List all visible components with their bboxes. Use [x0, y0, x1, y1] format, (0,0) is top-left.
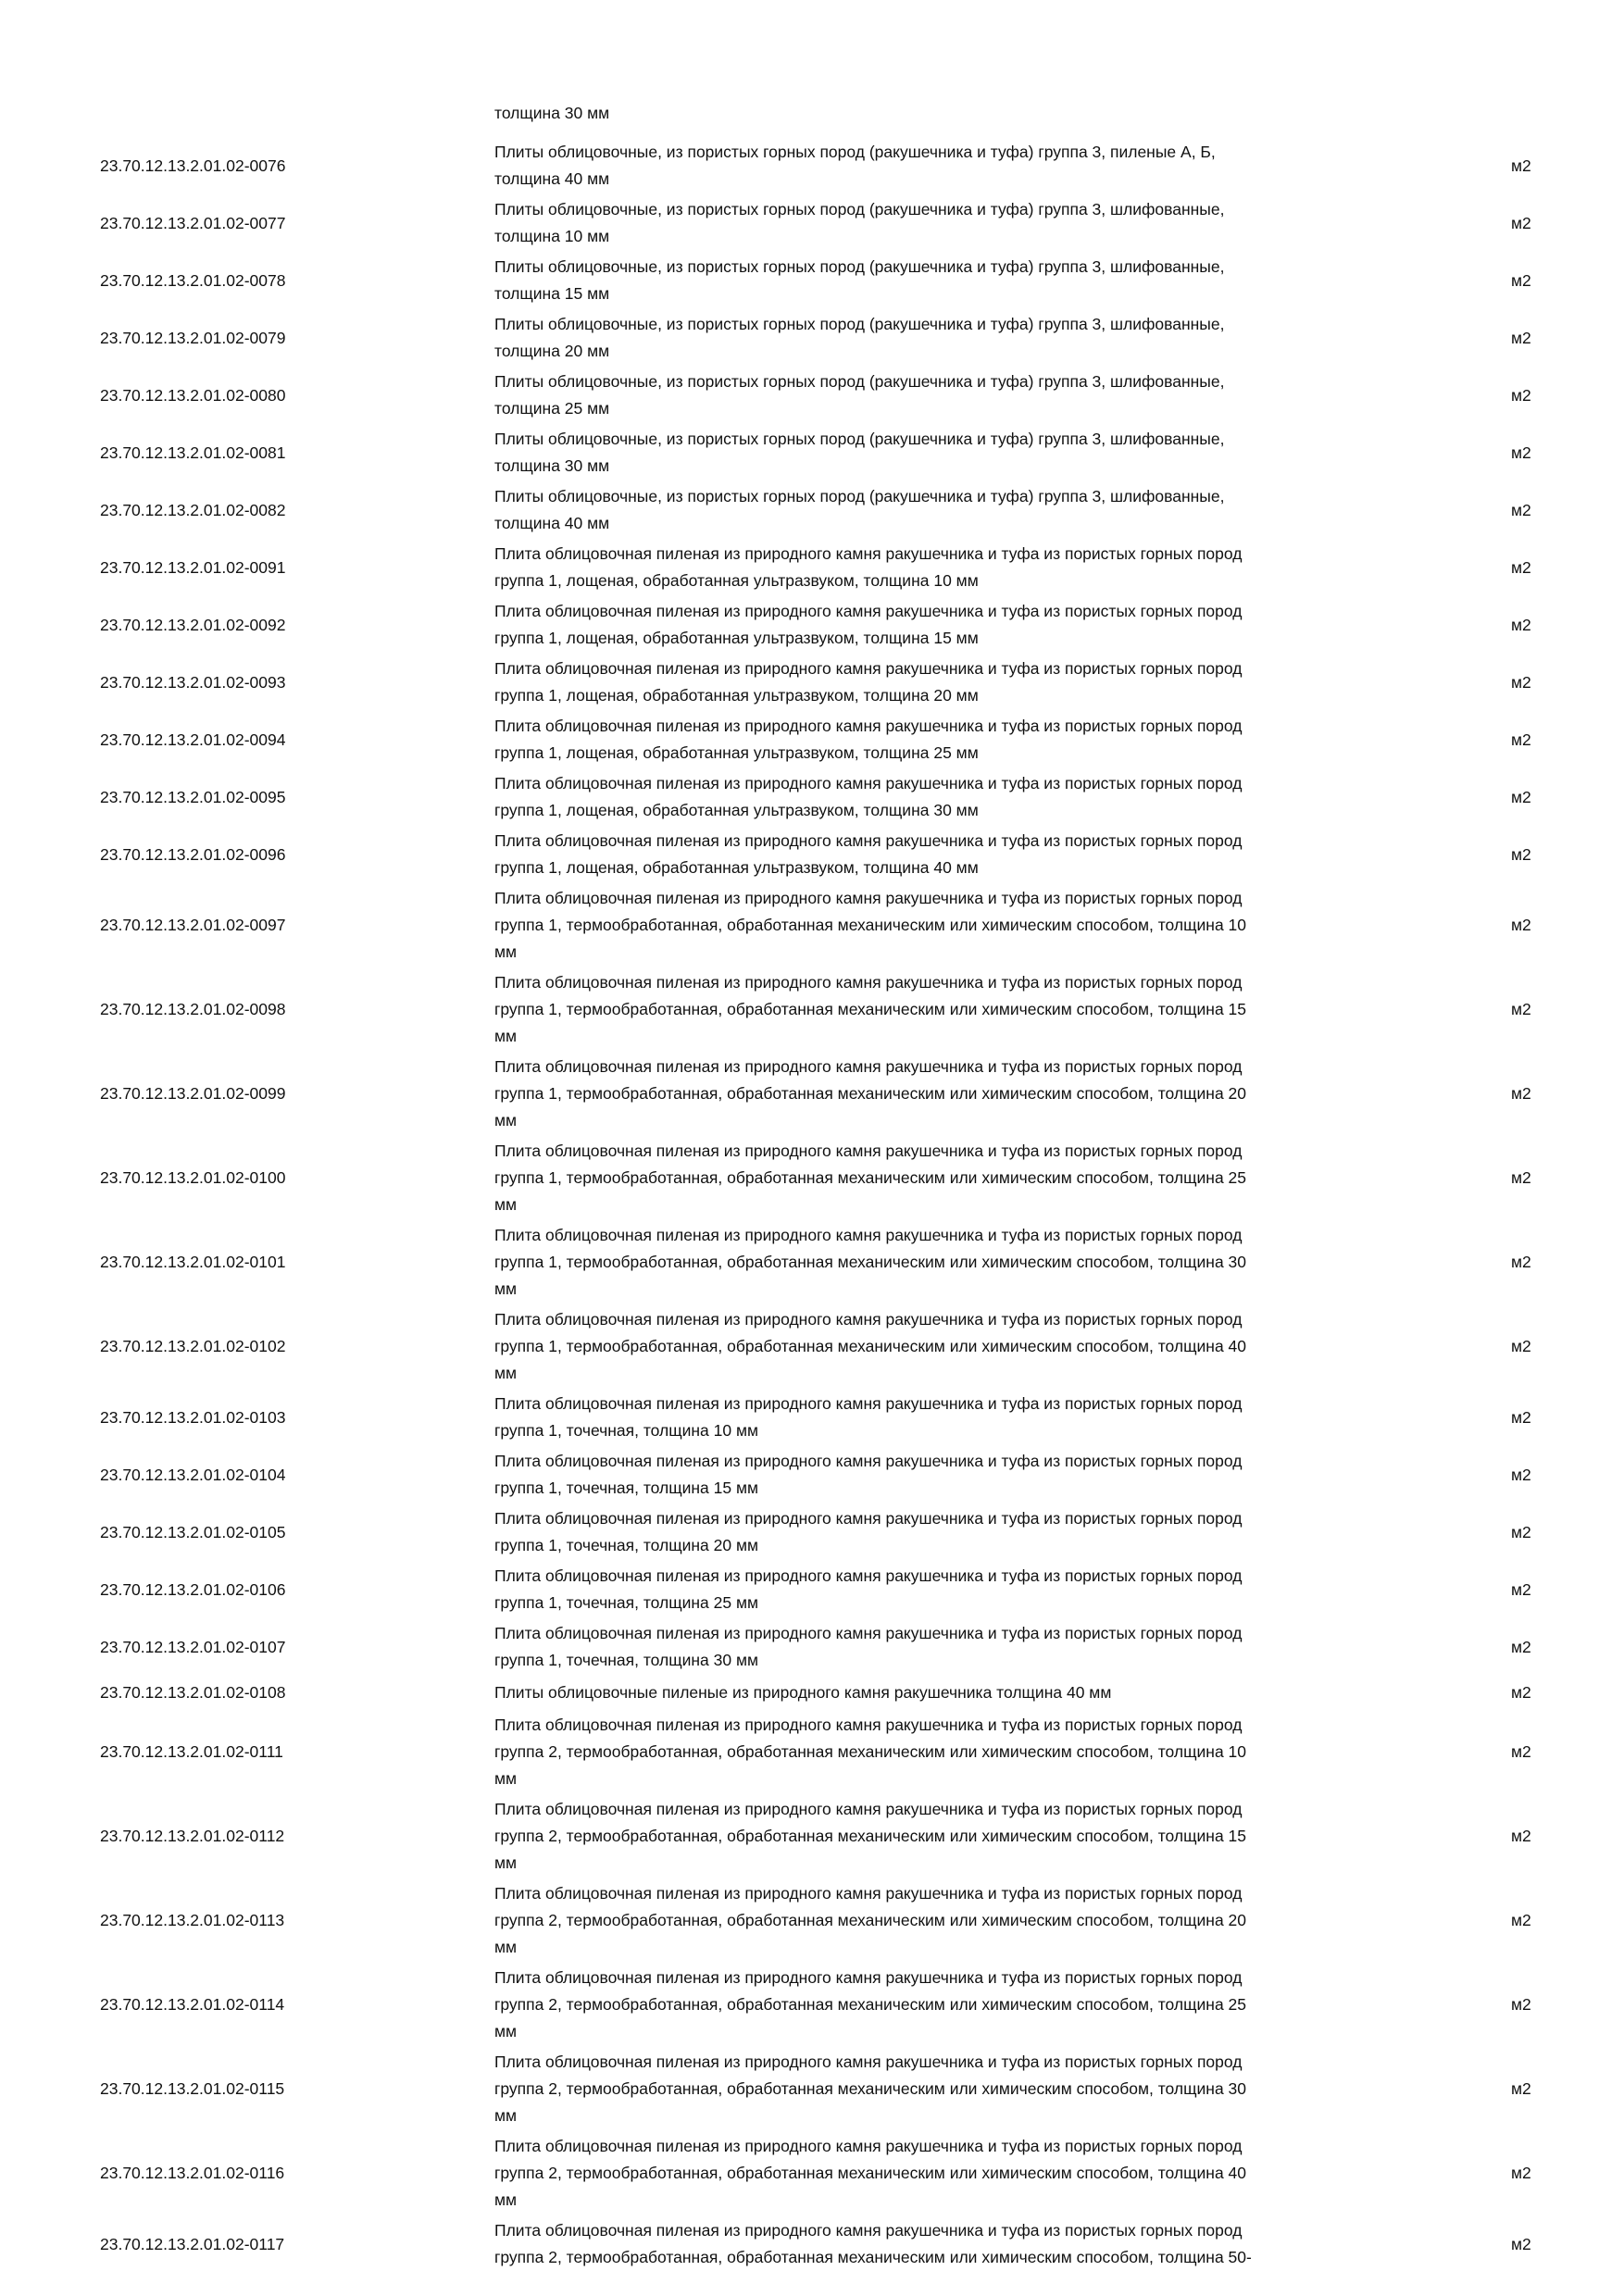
description-line: группа 1, термообработанная, обработанная механическим или химическим способом, толщина 10 [494, 916, 1247, 934]
resource-description [494, 1389, 1476, 1446]
resource-code: 23.70.12.13.2.01.02-0111 [100, 1742, 283, 1761]
table-row [93, 1963, 1574, 2047]
description-line: группа 1, точечная, толщина 30 мм [494, 1651, 759, 1669]
description-line: мм [494, 2190, 518, 2209]
description-line: Плиты облицовочные, из пористых горных пород (ракушечника и туфа) группа 3, шлифованные, [494, 200, 1225, 218]
description-line: Плита облицовочная пиленая из природного камня ракушечника и туфа из пористых горных пород [494, 717, 1243, 735]
unit-of-measure: м2 [1511, 1995, 1531, 2014]
resource-code: 23.70.12.13.2.01.02-0114 [100, 1995, 285, 2014]
resource-description [494, 252, 1476, 309]
unit-of-measure: м2 [1511, 1637, 1531, 1656]
description-line: мм [494, 1279, 518, 1298]
resource-description [494, 711, 1476, 768]
description-line: толщина 25 мм [494, 399, 610, 418]
description-line: мм [494, 1195, 518, 1214]
unit-of-measure: м2 [1511, 2164, 1531, 2182]
resource-code: 23.70.12.13.2.01.02-0105 [100, 1522, 286, 1541]
unit-of-measure: м2 [1511, 730, 1531, 749]
unit-of-measure: м2 [1511, 844, 1531, 864]
description-line: группа 1, лощеная, обработанная ультразвуком, толщина 10 мм [494, 571, 979, 590]
unit-of-measure: м2 [1511, 916, 1531, 934]
description-line: группа 1, термообработанная, обработанная механическим или химическим способом, толщина 15 [494, 1000, 1247, 1018]
resource-description [494, 883, 1476, 967]
resource-code: 23.70.12.13.2.01.02-0117 [100, 2234, 285, 2253]
description-line: Плиты облицовочные, из пористых горных пород (ракушечника и туфа) группа 3, шлифованные, [494, 372, 1225, 391]
description-line: Плита облицовочная пиленая из природного камня ракушечника и туфа из пористых горных пород [494, 1968, 1243, 1987]
unit-of-measure: м2 [1511, 1827, 1531, 1845]
description-line: мм [494, 1111, 518, 1129]
description-line: Плита облицовочная пиленая из природного камня ракушечника и туфа из пористых горных пород [494, 1142, 1243, 1160]
table-row [93, 1561, 1574, 1618]
resource-code: 23.70.12.13.2.01.02-0101 [100, 1253, 286, 1271]
resource-code: 23.70.12.13.2.01.02-0076 [100, 156, 286, 175]
unit-of-measure: м2 [1511, 615, 1531, 634]
description-line: Плита облицовочная пиленая из природного камня ракушечника и туфа из пористых горных пород [494, 831, 1243, 850]
unit-of-measure: м2 [1511, 1911, 1531, 1929]
resource-table [93, 137, 1574, 2273]
description-line: Плиты облицовочные, из пористых горных пород (ракушечника и туфа) группа 3, шлифованные, [494, 487, 1225, 505]
description-line: группа 2, термообработанная, обработанная механическим или химическим способом, толщина 10 [494, 1742, 1247, 1761]
resource-code: 23.70.12.13.2.01.02-0115 [100, 2079, 285, 2098]
resource-code: 23.70.12.13.2.01.02-0113 [100, 1911, 285, 1929]
table-row [93, 137, 1574, 194]
description-line: группа 2, термообработанная, обработанная механическим или химическим способом, толщина 25 [494, 1995, 1247, 2014]
description-line: Плита облицовочная пиленая из природного камня ракушечника и туфа из пористых горных пород [494, 602, 1243, 620]
resource-code: 23.70.12.13.2.01.02-0102 [100, 1337, 286, 1355]
table-row [93, 2131, 1574, 2215]
description-line: Плиты облицовочные, из пористых горных пород (ракушечника и туфа) группа 3, шлифованные, [494, 257, 1225, 276]
unit-of-measure: м2 [1511, 385, 1531, 405]
resource-description [494, 1618, 1476, 1676]
description-line: Плита облицовочная пиленая из природного камня ракушечника и туфа из пористых горных пород [494, 1394, 1243, 1413]
unit-of-measure: м2 [1511, 270, 1531, 290]
unit-of-measure: м2 [1511, 787, 1531, 806]
continuation-text: толщина 30 мм [494, 104, 610, 122]
description-line: группа 1, термообработанная, обработанная механическим или химическим способом, толщина 40 [494, 1337, 1247, 1355]
table-row [93, 309, 1574, 367]
description-line: группа 1, точечная, толщина 25 мм [494, 1593, 759, 1612]
description-line: Плита облицовочная пиленая из природного камня ракушечника и туфа из пористых горных пород [494, 2221, 1243, 2240]
description-line: мм [494, 1853, 518, 1872]
unit-of-measure: м2 [1511, 1253, 1531, 1271]
description-line: мм [494, 1027, 518, 1045]
description-line: Плита облицовочная пиленая из природного камня ракушечника и туфа из пористых горных пород [494, 1800, 1243, 1818]
description-line: Плита облицовочная пиленая из природного камня ракушечника и туфа из пористых горных пород [494, 774, 1243, 792]
resource-description [494, 1676, 1476, 1710]
resource-code: 23.70.12.13.2.01.02-0107 [100, 1637, 286, 1656]
table-row [93, 1878, 1574, 1963]
resource-description [494, 1136, 1476, 1220]
table-row [93, 1504, 1574, 1561]
table-row [93, 367, 1574, 424]
table-row [93, 826, 1574, 883]
table-row [93, 424, 1574, 481]
description-line: группа 1, термообработанная, обработанная механическим или химическим способом, толщина 25 [494, 1168, 1247, 1187]
resource-description [494, 481, 1476, 539]
resource-description [494, 2131, 1476, 2215]
description-line: Плиты облицовочные пиленые из природного камня ракушечника толщина 40 мм [494, 1683, 1112, 1702]
resource-code: 23.70.12.13.2.01.02-0082 [100, 500, 286, 519]
table-row [93, 654, 1574, 711]
description-line: Плита облицовочная пиленая из природного камня ракушечника и туфа из пористых горных пород [494, 2053, 1243, 2071]
description-line: толщина 10 мм [494, 227, 610, 245]
resource-description [494, 539, 1476, 596]
unit-of-measure: м2 [1511, 1522, 1531, 1541]
description-line: Плита облицовочная пиленая из природного камня ракушечника и туфа из пористых горных пород [494, 1226, 1243, 1244]
table-row [93, 883, 1574, 967]
table-row [93, 1052, 1574, 1136]
resource-code: 23.70.12.13.2.01.02-0095 [100, 787, 286, 806]
unit-of-measure: м2 [1511, 1407, 1531, 1427]
unit-of-measure: м2 [1511, 2079, 1531, 2098]
description-line: Плита облицовочная пиленая из природного камня ракушечника и туфа из пористых горных пород [494, 973, 1243, 992]
resource-code: 23.70.12.13.2.01.02-0106 [100, 1579, 286, 1599]
table-row [93, 711, 1574, 768]
description-line: группа 2, термообработанная, обработанная механическим или химическим способом, толщина 40 [494, 2164, 1247, 2182]
description-line: группа 2, термообработанная, обработанная механическим или химическим способом, толщина 20 [494, 1911, 1247, 1929]
description-line: толщина 20 мм [494, 342, 610, 360]
description-line: Плита облицовочная пиленая из природного камня ракушечника и туфа из пористых горных пород [494, 1509, 1243, 1528]
resource-code: 23.70.12.13.2.01.02-0096 [100, 844, 286, 864]
table-row [93, 1389, 1574, 1446]
unit-of-measure: м2 [1511, 1579, 1531, 1599]
resource-description [494, 1710, 1476, 1794]
resource-description [494, 424, 1476, 481]
resource-code: 23.70.12.13.2.01.02-0093 [100, 672, 286, 692]
resource-code: 23.70.12.13.2.01.02-0104 [100, 1465, 286, 1484]
resource-code: 23.70.12.13.2.01.02-0091 [100, 557, 286, 577]
description-line: толщина 40 мм [494, 514, 610, 532]
resource-code: 23.70.12.13.2.01.02-0080 [100, 385, 286, 405]
table-row [93, 1676, 1574, 1710]
resource-description [494, 309, 1476, 367]
description-line: группа 1, лощеная, обработанная ультразвуком, толщина 25 мм [494, 743, 979, 762]
resource-code: 23.70.12.13.2.01.02-0097 [100, 916, 286, 934]
unit-of-measure: м2 [1511, 1084, 1531, 1103]
unit-of-measure: м2 [1511, 1000, 1531, 1018]
table-row [93, 596, 1574, 654]
unit-of-measure: м2 [1511, 1683, 1531, 1702]
resource-description [494, 1878, 1476, 1963]
table-row [93, 1220, 1574, 1304]
unit-of-measure: м2 [1511, 156, 1531, 175]
resource-description [494, 1963, 1476, 2047]
table-body [93, 137, 1574, 2273]
unit-of-measure: м2 [1511, 443, 1531, 462]
table-row [93, 2215, 1574, 2273]
resource-description [494, 654, 1476, 711]
description-line: Плиты облицовочные, из пористых горных пород (ракушечника и туфа) группа 3, шлифованные, [494, 315, 1225, 333]
resource-code: 23.70.12.13.2.01.02-0079 [100, 328, 286, 347]
description-line: группа 1, лощеная, обработанная ультразвуком, толщина 40 мм [494, 858, 979, 877]
table-row [93, 194, 1574, 252]
resource-description [494, 2215, 1476, 2273]
description-line: Плита облицовочная пиленая из природного камня ракушечника и туфа из пористых горных пород [494, 1310, 1243, 1329]
description-line: Плиты облицовочные, из пористых горных пород (ракушечника и туфа) группа 3, пиленые А, Б, [494, 143, 1216, 161]
description-line: мм [494, 942, 518, 961]
table-row [93, 1710, 1574, 1794]
table-row [93, 1794, 1574, 1878]
resource-code: 23.70.12.13.2.01.02-0108 [100, 1683, 286, 1702]
unit-of-measure: м2 [1511, 557, 1531, 577]
resource-description [494, 1220, 1476, 1304]
description-line: группа 1, лощеная, обработанная ультразвуком, толщина 15 мм [494, 629, 979, 647]
description-line: Плита облицовочная пиленая из природного камня ракушечника и туфа из пористых горных пород [494, 1884, 1243, 1903]
description-line: толщина 15 мм [494, 284, 610, 303]
resource-description [494, 967, 1476, 1052]
resource-code: 23.70.12.13.2.01.02-0099 [100, 1084, 286, 1103]
resource-code: 23.70.12.13.2.01.02-0103 [100, 1407, 286, 1427]
unit-of-measure: м2 [1511, 500, 1531, 519]
description-line: толщина 30 мм [494, 456, 610, 475]
description-line: группа 1, точечная, толщина 15 мм [494, 1479, 759, 1497]
description-line: Плита облицовочная пиленая из природного камня ракушечника и туфа из пористых горных пород [494, 889, 1243, 907]
description-line: группа 1, точечная, толщина 20 мм [494, 1536, 759, 1554]
resource-code: 23.70.12.13.2.01.02-0094 [100, 730, 286, 749]
unit-of-measure: м2 [1511, 213, 1531, 232]
unit-of-measure: м2 [1511, 672, 1531, 692]
unit-of-measure: м2 [1511, 2234, 1531, 2253]
resource-code: 23.70.12.13.2.01.02-0100 [100, 1168, 286, 1187]
description-line: Плита облицовочная пиленая из природного камня ракушечника и туфа из пористых горных пород [494, 1716, 1243, 1734]
unit-of-measure: м2 [1511, 328, 1531, 347]
resource-description [494, 1052, 1476, 1136]
unit-of-measure: м2 [1511, 1337, 1531, 1355]
unit-of-measure: м2 [1511, 1465, 1531, 1484]
resource-description [494, 826, 1476, 883]
description-line: толщина 40 мм [494, 169, 610, 188]
table-row [93, 1136, 1574, 1220]
resource-description [494, 367, 1476, 424]
description-line: Плита облицовочная пиленая из природного камня ракушечника и туфа из пористых горных пород [494, 1566, 1243, 1585]
description-line: группа 2, термообработанная, обработанная механическим или химическим способом, толщина 30 [494, 2079, 1247, 2098]
description-line: группа 1, лощеная, обработанная ультразвуком, толщина 30 мм [494, 801, 979, 819]
description-line: Плита облицовочная пиленая из природного камня ракушечника и туфа из пористых горных пород [494, 1452, 1243, 1470]
resource-description [494, 1561, 1476, 1618]
resource-code: 23.70.12.13.2.01.02-0077 [100, 213, 286, 232]
resource-description [494, 1304, 1476, 1389]
table-row [93, 967, 1574, 1052]
description-line: Плита облицовочная пиленая из природного камня ракушечника и туфа из пористых горных пород [494, 659, 1243, 678]
resource-code: 23.70.12.13.2.01.02-0081 [100, 443, 286, 462]
resource-description [494, 137, 1476, 194]
resource-code: 23.70.12.13.2.01.02-0098 [100, 1000, 286, 1018]
table-row [93, 481, 1574, 539]
description-line: мм [494, 1938, 518, 1956]
description-line: мм [494, 1364, 518, 1382]
table-row [93, 1446, 1574, 1504]
table-row [93, 252, 1574, 309]
description-line: Плита облицовочная пиленая из природного камня ракушечника и туфа из пористых горных пород [494, 1624, 1243, 1642]
resource-description [494, 1794, 1476, 1878]
resource-code: 23.70.12.13.2.01.02-0078 [100, 270, 286, 290]
description-line: группа 2, термообработанная, обработанная механическим или химическим способом, толщина 15 [494, 1827, 1247, 1845]
table-row [93, 1618, 1574, 1676]
unit-of-measure: м2 [1511, 1168, 1531, 1187]
resource-code: 23.70.12.13.2.01.02-0092 [100, 615, 286, 634]
description-line: Плиты облицовочные, из пористых горных пород (ракушечника и туфа) группа 3, шлифованные, [494, 430, 1225, 448]
description-line: Плита облицовочная пиленая из природного камня ракушечника и туфа из пористых горных пород [494, 544, 1243, 563]
resource-description [494, 768, 1476, 826]
table-row [93, 539, 1574, 596]
resource-description [494, 1504, 1476, 1561]
resource-description [494, 194, 1476, 252]
unit-of-measure: м2 [1511, 1742, 1531, 1761]
description-line: группа 1, лощеная, обработанная ультразвуком, толщина 20 мм [494, 686, 979, 705]
resource-description [494, 1446, 1476, 1504]
description-line: Плита облицовочная пиленая из природного камня ракушечника и туфа из пористых горных пород [494, 2137, 1243, 2155]
resource-description [494, 2047, 1476, 2131]
table-row [93, 1304, 1574, 1389]
description-line: Плита облицовочная пиленая из природного камня ракушечника и туфа из пористых горных пород [494, 1057, 1243, 1076]
description-line: мм [494, 1769, 518, 1788]
table-row [93, 2047, 1574, 2131]
description-line: группа 1, точечная, толщина 10 мм [494, 1421, 759, 1440]
resource-code: 23.70.12.13.2.01.02-0116 [100, 2164, 285, 2182]
resource-description [494, 596, 1476, 654]
description-line: группа 2, термообработанная, обработанная механическим или химическим способом, толщина 50- [494, 2248, 1252, 2266]
description-line: мм [494, 2106, 518, 2125]
resource-code: 23.70.12.13.2.01.02-0112 [100, 1827, 285, 1845]
table-row [93, 768, 1574, 826]
description-line: группа 1, термообработанная, обработанная механическим или химическим способом, толщина 30 [494, 1253, 1247, 1271]
description-line: мм [494, 2022, 518, 2040]
description-line: группа 1, термообработанная, обработанная механическим или химическим способом, толщина 20 [494, 1084, 1247, 1103]
